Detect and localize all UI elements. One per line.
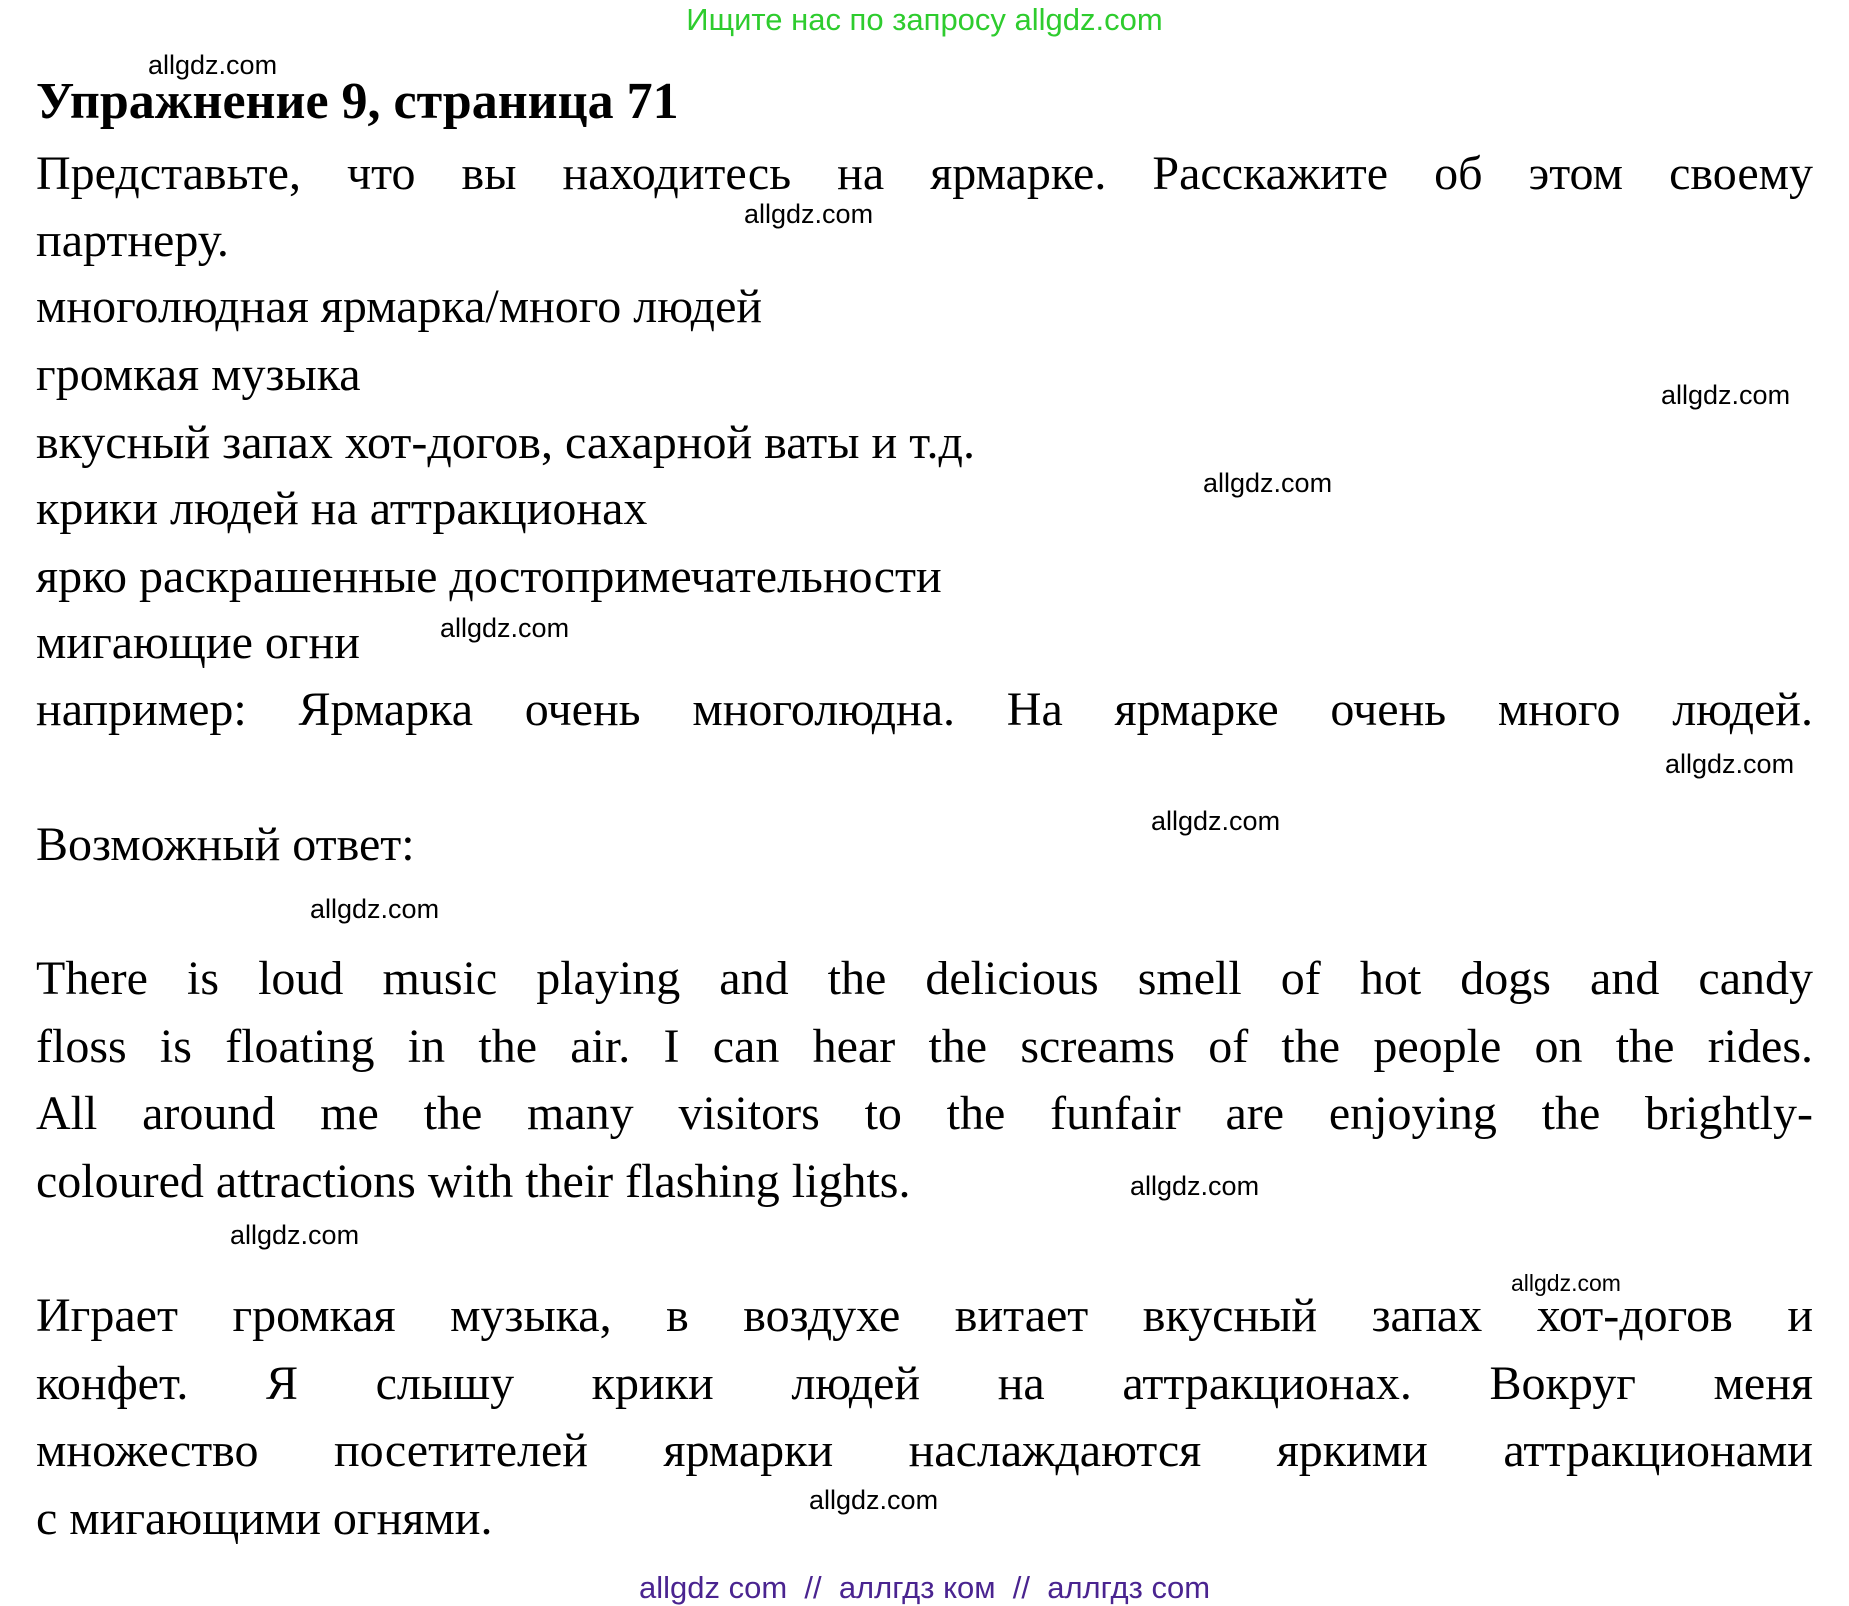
prompt-item: мигающие огни (36, 616, 360, 669)
answer-ru-line: множество посетителей ярмарки наслаждаются яркими аттракционами (36, 1424, 1813, 1477)
answer-en-line: All around me the many visitors to the funfair are enjoying the brightly- (36, 1087, 1813, 1140)
answer-en-line: floss is floating in the air. I can hear the screams of the people on the rides. (36, 1020, 1813, 1073)
footer-links: allgdz com // аллгдз ком // аллгдз com (638, 1570, 1211, 1605)
watermark: allgdz.com (1130, 1171, 1260, 1201)
answer-ru-line: с мигающими огнями. (36, 1492, 493, 1545)
answer-ru-line: конфет. Я слышу крики людей на аттракционах. Вокруг меня (36, 1357, 1813, 1410)
prompt-item: многолюдная ярмарка/много людей (36, 280, 763, 333)
example-line: например: Ярмарка очень многолюдна. На ярмарке очень много людей. (36, 683, 1813, 736)
watermark: allgdz.com (440, 613, 570, 643)
watermark: allgdz.com (1203, 468, 1333, 498)
watermark: allgdz.com (1511, 1270, 1621, 1296)
search-banner: Ищите нас по запросу allgdz.com (686, 2, 1163, 37)
watermark: allgdz.com (1661, 380, 1791, 410)
task-line: партнеру. (36, 214, 229, 267)
prompt-item: громкая музыка (36, 348, 361, 401)
watermark: allgdz.com (230, 1220, 360, 1250)
answer-en-line: coloured attractions with their flashing lights. (36, 1155, 911, 1208)
prompt-item: крики людей на аттракционах (36, 482, 648, 535)
prompt-item: вкусный запах хот-догов, сахарной ваты и т.д. (36, 416, 975, 469)
watermark: allgdz.com (809, 1485, 939, 1515)
answer-en-line: There is loud music playing and the delicious smell of hot dogs and candy (36, 952, 1813, 1005)
answer-label: Возможный ответ: (36, 818, 415, 871)
prompt-item: ярко раскрашенные достопримечательности (36, 550, 942, 603)
answer-ru-line: Играет громкая музыка, в воздухе витает вкусный запах хот-догов и (36, 1289, 1813, 1342)
watermark: allgdz.com (1665, 749, 1795, 779)
watermark: allgdz.com (310, 894, 440, 924)
exercise-title: Упражнение 9, страница 71 (36, 73, 679, 130)
watermark: allgdz.com (148, 50, 278, 80)
task-line: Представьте, что вы находитесь на ярмарке. Расскажите об этом своему (36, 147, 1813, 200)
watermark: allgdz.com (1151, 806, 1281, 836)
watermark: allgdz.com (744, 199, 874, 229)
